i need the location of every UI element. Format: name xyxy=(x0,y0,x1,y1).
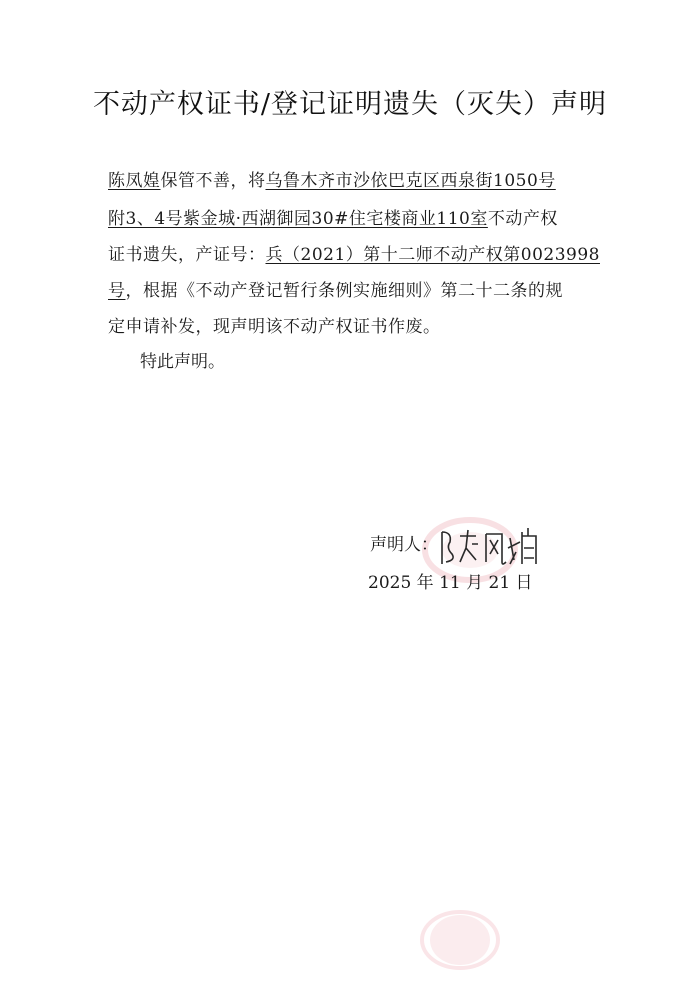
body-text: 证书遗失，产证号： xyxy=(108,245,266,265)
body-line-3 xyxy=(108,240,600,265)
certificate-number: 兵（2021）第十二师不动产权第0023998 xyxy=(265,245,600,265)
page-title: 不动产权证书/登记证明遗失（灭失）声明 xyxy=(92,89,608,120)
property-address: 乌鲁木齐市沙依巴克区西泉街1050号 xyxy=(265,171,556,191)
declaration-date: 2025 年 11 月 21 日 xyxy=(368,573,533,593)
closing-statement: 特此声明。 xyxy=(140,352,225,372)
seal-stamp-bottom xyxy=(410,900,510,974)
body-text: ，根据《不动产登记暂行条例实施细则》第二十二条的规 xyxy=(125,281,563,301)
body-line-4 xyxy=(108,276,563,301)
property-address-cont: 附3、4号紫金城·西湖御园30#住宅楼商业110室 xyxy=(108,209,488,229)
declarant-label: 声明人： xyxy=(370,535,438,555)
certificate-number-cont: 号 xyxy=(108,281,126,301)
body-text: 不动产权 xyxy=(487,209,558,229)
body-line-2 xyxy=(108,204,558,229)
body-text: 保管不善，将 xyxy=(160,171,266,191)
body-line-5: 定申请补发，现声明该不动产权证书作废。 xyxy=(108,317,441,337)
declarant-name: 陈凤媓 xyxy=(108,171,161,191)
body-line-1 xyxy=(108,166,556,191)
